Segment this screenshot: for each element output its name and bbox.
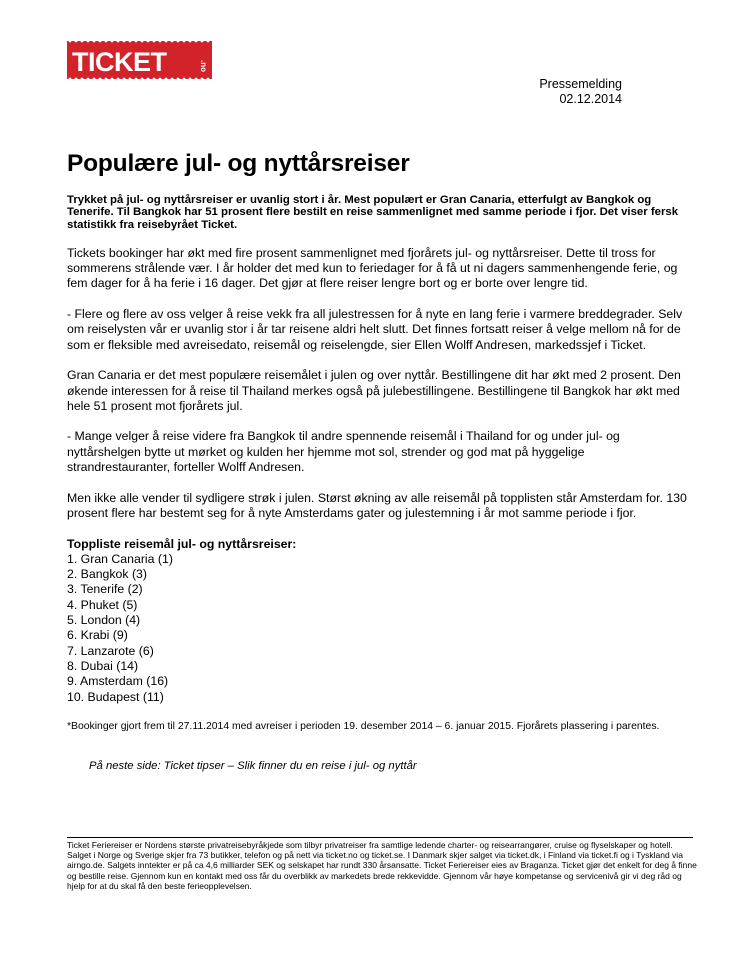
- list-item: 2. Bangkok (3): [67, 567, 147, 582]
- ticket-logo: [67, 41, 212, 79]
- doc-date: 02.12.2014: [559, 92, 622, 106]
- next-page-note: På neste side: Ticket tipser – Slik finner du en reise i jul- og nyttår: [89, 760, 417, 772]
- doc-type: Pressemelding: [539, 77, 622, 91]
- press-header: [539, 77, 622, 107]
- body-paragraph: - Mange velger å reise videre fra Bangkok til andre spennende reisemål i Thailand for og under jul- og nyttårshelgen bytte ut mørket og kulden her hjemme mot sol, strender og god mat på hyggelige strandrestauranter, forteller Wolff Andresen.: [67, 429, 620, 475]
- article: [67, 150, 689, 733]
- page-title: Populære jul- og nyttårsreiser: [67, 150, 410, 177]
- footer-text: Ticket Feriereiser er Nordens største privatreisebyråkjede som tilbyr privatreiser fra samtlige ledende charter- og reisearrangører, cruise og flyselskaper og hotell. Salget i Norge og Sverige skjer fra 73 butikker, telefon og på nett via ticket.no og ticket.se. I Danmark skjer salget via ticket.dk, i Finland via ticket.fi og i Tyskland via airngo.de. Salgets inntekter er på ca 4,6 milliarder SEK og selskapet har rundt 330 årsansatte. Ticket Feriereiser eies av Braganza. Ticket gjør det enkelt for deg å finne og bestille reise. Gjennom kun en kontakt med oss får du overblikk av markedets brede rekkevidde. Gjennom vår høye kompetanse og servicenivå gir vi deg råd og hjelp for at du skal få den beste ferieopplevelsen.: [67, 840, 697, 891]
- list-item: 1. Gran Canaria (1): [67, 551, 173, 566]
- footnote: *Bookinger gjort frem til 27.11.2014 med avreiser i perioden 19. desember 2014 – 6. januar 2015. Fjorårets plassering i parentes.: [67, 720, 660, 732]
- svg-text:TICKET: TICKET: [72, 47, 167, 77]
- list-item: 8. Dubai (14): [67, 658, 139, 673]
- list-item: 9. Amsterdam (16): [67, 674, 169, 689]
- list-item: 5. London (4): [67, 613, 141, 628]
- toplist-heading: Toppliste reisemål jul- og nyttårsreiser:: [67, 536, 297, 551]
- body-paragraph: - Flere og flere av oss velger å reise vekk fra all julestressen for å nyte en lang ferie i varmere breddegrader. Selv om reiselysten vår er uvanlig stor i år tar reisene aldri helt slutt. Det finnes fortsatt reiser å velge mellom nå for de som er fleksible med avreisedato, reisemål og reiselengde, sier Ellen Wolff Andresen, markedssjef i Ticket.: [67, 307, 683, 352]
- list-item: 4. Phuket (5): [67, 597, 138, 612]
- list-item: 10. Budapest (11): [67, 689, 164, 704]
- body-paragraph: Men ikke alle vender til sydligere strøk i julen. Størst økning av alle reisemål på topplisten står Amsterdam for. 130 prosent flere har bestemt seg for å nyte Amsterdams gater og julestemning i år mot samme periode i fjor.: [67, 490, 687, 520]
- list-item: 3. Tenerife (2): [67, 582, 143, 597]
- footer-divider: [67, 837, 693, 838]
- list-item: 7. Lanzarote (6): [67, 643, 154, 658]
- body-paragraph: Tickets bookinger har økt med fire prosent sammenlignet med fjorårets jul- og nyttårsreiser. Dette til tross for sommerens strålende vær. I år holder det med kun to feriedager for å få ut ni dagers sammenhengende ferie, og fem dager for å ha ferie i 16 dager. Det gjør at flere reiser lengre bort og er borte over lengre tid.: [67, 245, 678, 291]
- body-paragraph: Gran Canaria er det mest populære reisemålet i julen og over nyttår. Bestillingene dit har økt med 2 prosent. Den økende interessen for å reise til Thailand merkes også på julebestillingene. Bestillingene til Bangkok har økt med hele 51 prosent mot fjorårets jul.: [67, 368, 681, 413]
- toplist: [67, 552, 689, 705]
- list-item: 6. Krabi (9): [67, 628, 128, 643]
- lead-paragraph: Trykket på jul- og nyttårsreiser er uvanlig stort i år. Mest populært er Gran Canaria, etterfulgt av Bangkok og Tenerife. Til Bangkok har 51 prosent flere bestilt en reise sammenlignet med samme periode i fjor. Det viser fersk statistikk fra reisebyrået Ticket.: [67, 194, 679, 231]
- svg-text:.no: .no: [199, 60, 208, 72]
